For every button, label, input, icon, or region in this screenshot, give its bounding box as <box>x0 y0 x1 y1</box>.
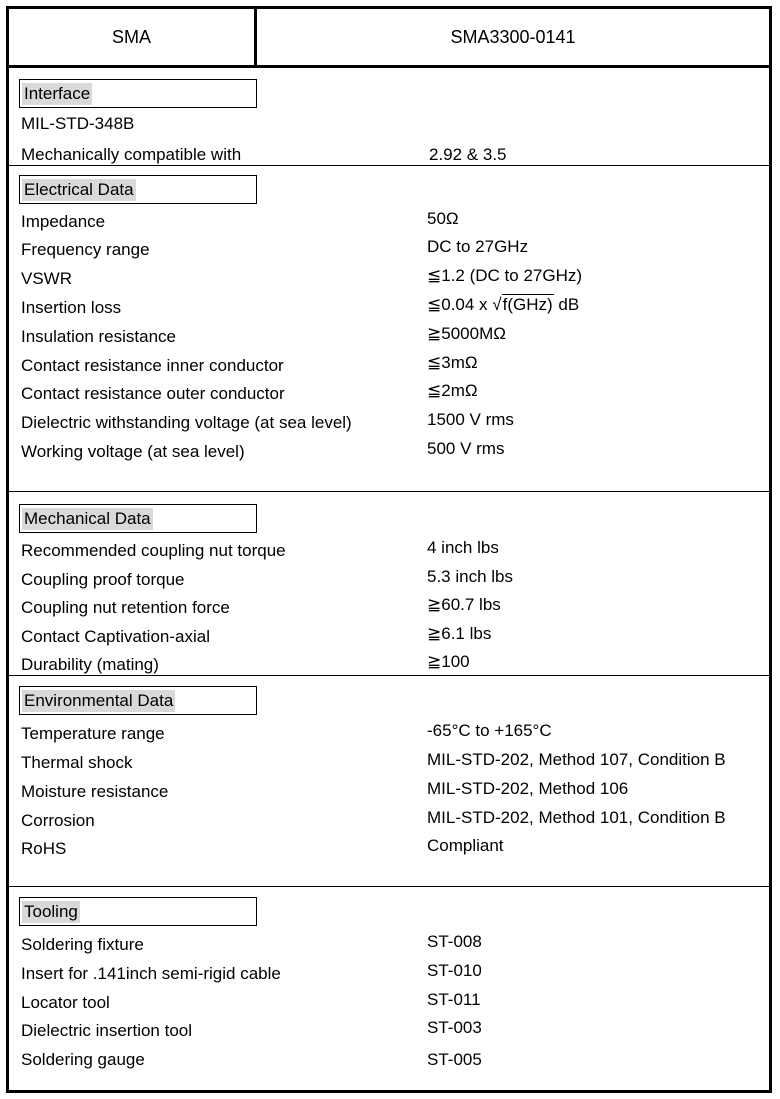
spec-value: MIL-STD-202, Method 107, Condition B <box>427 750 726 769</box>
spec-label: Durability (mating) <box>21 655 159 674</box>
spec-label: Dielectric insertion tool <box>21 1021 193 1040</box>
spec-value: ≧60.7 lbs <box>427 595 501 614</box>
spec-row <box>9 1046 769 1074</box>
section-title: Interface <box>24 84 91 103</box>
spec-value: ST-003 <box>427 1018 482 1037</box>
spec-label: Corrosion <box>21 811 95 830</box>
spec-label: Soldering gauge <box>21 1050 145 1069</box>
spec-label: Insertion loss <box>21 298 122 317</box>
section-title-box <box>19 79 257 108</box>
spec-value: 5.3 inch lbs <box>427 567 513 586</box>
spec-label: Temperature range <box>21 724 165 743</box>
section-electrical <box>9 165 769 491</box>
spec-row <box>9 537 769 565</box>
spec-value: -65°C to +165°C <box>427 721 552 740</box>
section-environmental <box>9 675 769 886</box>
spec-value: ST-005 <box>427 1050 482 1069</box>
section-title-box <box>19 897 257 926</box>
spec-row <box>9 110 769 138</box>
spec-row <box>9 931 769 959</box>
section-title: Electrical Data <box>24 180 134 199</box>
spec-label: VSWR <box>21 269 72 288</box>
spec-label: Mechanically compatible with <box>21 145 242 164</box>
spec-value: DC to 27GHz <box>427 237 529 256</box>
spec-row <box>9 749 769 777</box>
spec-value: ≦3mΩ <box>427 353 478 372</box>
spec-value: ST-011 <box>427 990 481 1009</box>
spec-row <box>9 236 769 264</box>
spec-value: 500 V rms <box>427 439 505 458</box>
spec-value: ST-008 <box>427 932 482 951</box>
section-title-box <box>19 504 257 533</box>
spec-label: Moisture resistance <box>21 782 169 801</box>
spec-row <box>9 323 769 351</box>
spec-value: Compliant <box>427 836 504 855</box>
spec-row <box>9 294 769 322</box>
spec-value: ≧100 <box>427 652 470 671</box>
spec-label: MIL-STD-348B <box>21 114 135 133</box>
spec-value: 2.92 & 3.5 <box>429 145 507 164</box>
spec-value: 50Ω <box>427 209 459 228</box>
spec-row <box>9 594 769 622</box>
spec-row <box>9 438 769 466</box>
spec-label: Contact resistance outer conductor <box>21 384 285 403</box>
spec-label: Recommended coupling nut torque <box>21 541 286 560</box>
spec-value: ≦2mΩ <box>427 381 478 400</box>
spec-row <box>9 989 769 1017</box>
spec-sheet <box>6 6 772 1093</box>
section-tooling <box>9 886 769 1090</box>
spec-row <box>9 623 769 651</box>
spec-value: ≧6.1 lbs <box>427 624 492 643</box>
sqrt-icon: √ <box>492 295 502 314</box>
spec-label: Insert for .141inch semi-rigid cable <box>21 964 281 983</box>
section-mechanical <box>9 491 769 675</box>
spec-value: MIL-STD-202, Method 101, Condition B <box>427 808 726 827</box>
spec-row <box>9 807 769 835</box>
spec-value: ≧5000MΩ <box>427 324 506 343</box>
spec-row <box>9 720 769 748</box>
spec-label: Impedance <box>21 212 106 231</box>
spec-value: MIL-STD-202, Method 106 <box>427 779 629 798</box>
spec-value: 1500 V rms <box>427 410 514 429</box>
header-row <box>9 9 769 68</box>
spec-label: Coupling proof torque <box>21 570 185 589</box>
spec-label: Coupling nut retention force <box>21 598 230 617</box>
spec-row <box>9 265 769 293</box>
section-title: Mechanical Data <box>24 509 151 528</box>
spec-label: Soldering fixture <box>21 935 144 954</box>
spec-label: Dielectric withstanding voltage (at sea level) <box>21 413 352 432</box>
spec-row <box>9 380 769 408</box>
spec-row <box>9 1017 769 1045</box>
value-suffix: dB <box>553 295 580 314</box>
section-title-box <box>19 175 257 204</box>
section-interface <box>9 68 769 167</box>
value-radicand: f(GHz) <box>502 295 553 314</box>
spec-label: Frequency range <box>21 240 150 259</box>
spec-value: 4 inch lbs <box>427 538 499 557</box>
section-title-box <box>19 686 257 715</box>
spec-row <box>9 835 769 863</box>
spec-label: RoHS <box>21 839 67 858</box>
spec-label: Insulation resistance <box>21 327 176 346</box>
spec-label: Contact Captivation-axial <box>21 627 210 646</box>
spec-label: Contact resistance inner conductor <box>21 356 284 375</box>
spec-value: ≦1.2 (DC to 27GHz) <box>427 266 583 285</box>
spec-row <box>9 778 769 806</box>
spec-label: Locator tool <box>21 993 110 1012</box>
spec-row <box>9 409 769 437</box>
section-title: Tooling <box>24 902 78 921</box>
spec-row <box>9 566 769 594</box>
spec-row <box>9 960 769 988</box>
spec-label: Thermal shock <box>21 753 133 772</box>
spec-label: Working voltage (at sea level) <box>21 442 245 461</box>
spec-value <box>427 295 579 315</box>
series-cell: SMA <box>9 9 257 65</box>
spec-row <box>9 352 769 380</box>
section-title: Environmental Data <box>24 691 174 710</box>
part-number-cell: SMA3300-0141 <box>450 26 576 47</box>
spec-value: ST-010 <box>427 961 482 980</box>
spec-row <box>9 208 769 236</box>
value-prefix: ≦0.04 x <box>427 295 493 314</box>
